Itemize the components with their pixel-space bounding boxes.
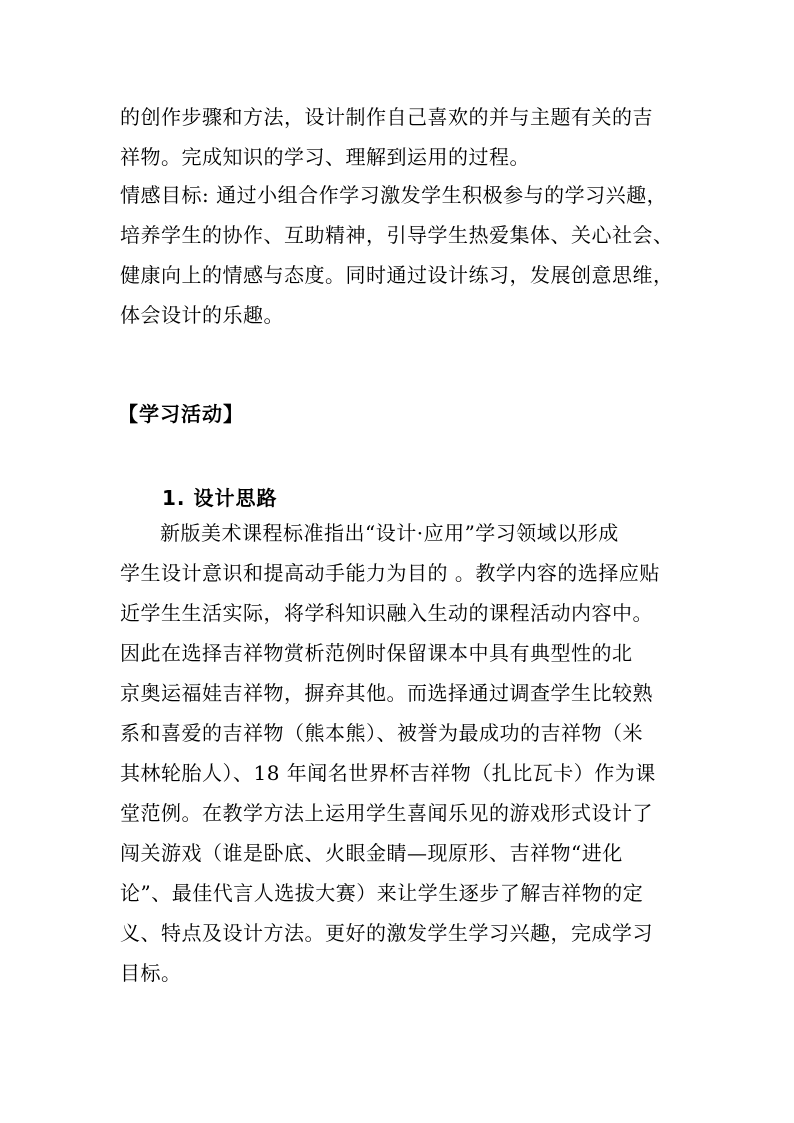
text-line: 祥物。完成知识的学习、理解到运用的过程。 [120,145,530,169]
section-heading: 【学习活动】 [118,402,244,426]
text-line: 学生设计意识和提高动手能力为目的 。教学内容的选择应贴 [120,561,660,585]
text-line: 京奥运福娃吉祥物，摒弃其他。而选择通过调查学生比较熟 [120,681,653,705]
text-line: 情感目标: 通过小组合作学习激发学生积极参与的学习兴趣， [120,183,668,207]
design-ideas-paragraph [120,516,690,990]
text-line: 近学生生活实际，将学科知识融入生动的课程活动内容中。 [120,601,653,625]
text-line: 目标。 [120,961,182,985]
sub-heading: 1. 设计思路 [162,486,278,510]
text-line: 健康向上的情感与态度。同时通过设计练习，发展创意思维， [120,263,674,287]
text-line: 体会设计的乐趣。 [120,303,284,327]
text-line: 其林轮胎人）、18 年闻名世界杯吉祥物（扎比瓦卡）作为课 [120,761,656,785]
text-line: 新版美术课程标准指出“设计·应用”学习领域以形成 [160,521,619,545]
text-line: 因此在选择吉祥物赏析范例时保留课本中具有典型性的北 [120,641,633,665]
text-line: 义、特点及设计方法。更好的激发学生学习兴趣，完成学习 [120,921,653,945]
text-line: 的创作步骤和方法，设计制作自己喜欢的并与主题有关的吉 [120,105,653,129]
text-line: 系和喜爱的吉祥物（熊本熊）、被誉为最成功的吉祥物（米 [120,721,643,745]
text-line: 闯关游戏（谁是卧底、火眼金睛—现原形、吉祥物“进化 [120,841,623,865]
text-line: 堂范例。在教学方法上运用学生喜闻乐见的游戏形式设计了 [120,801,653,825]
objectives-paragraph [120,100,690,332]
text-line: 培养学生的协作、互助精神，引导学生热爱集体、关心社会、 [120,223,674,247]
text-line: 论”、最佳代言人选拔大赛）来让学生逐步了解吉祥物的定 [120,881,644,905]
